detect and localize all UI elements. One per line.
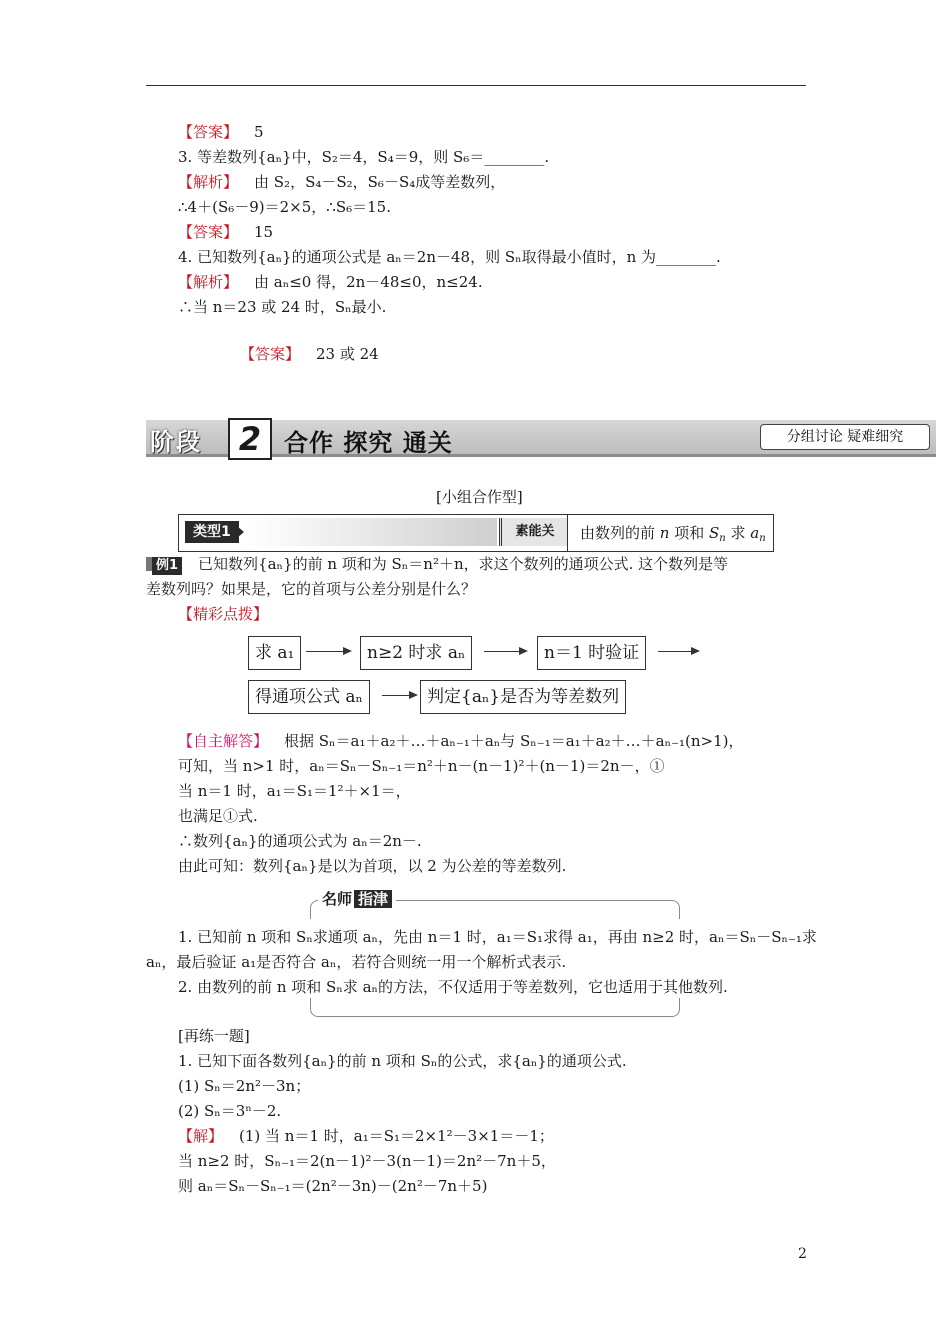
stage-number: 2: [228, 418, 272, 460]
answer-value: 23 或 24: [316, 345, 379, 363]
practice-part-1: (1) Sₙ＝2n²－3n；: [178, 1077, 311, 1095]
answer-tag: 【答案】: [178, 123, 239, 141]
analysis-tag: 【解析】: [178, 273, 239, 291]
analysis-continuation: ∴当 n＝23 或 24 时，Sₙ最小.: [178, 298, 387, 316]
flow-arrow-icon: [306, 646, 352, 656]
stage-title: 合作 探究 通关: [284, 429, 453, 457]
type-bar: [178, 514, 774, 552]
solution-line-1: 【自主解答】 根据 Sₙ＝a₁＋a₂＋…＋aₙ₋₁＋aₙ与 Sₙ₋₁＝a₁＋a₂＋…＋aₙ₋₁(n>1)，: [178, 732, 744, 750]
example-line-1: [146, 553, 728, 575]
answer-tag: 【答案】: [240, 345, 301, 363]
analysis-line: [178, 271, 483, 293]
section-label: [小组合作型]: [436, 488, 523, 506]
answer-value: 15: [254, 223, 274, 241]
solution-line-6: 由此可知：数列{aₙ}是以为首项，以 2 为公差的等差数列.: [178, 857, 567, 875]
tip-paragraph-2: 2. 由数列的前 n 项和 Sₙ求 aₙ的方法，不仅适用于等差数列，它也适用于其他数列.: [178, 978, 728, 996]
answer-line: [178, 221, 273, 243]
practice-solution-1: 【解】 (1) 当 n＝1 时，a₁＝S₁＝2×1²－3×1＝－1；: [178, 1127, 554, 1145]
ability-badge: 素能关: [499, 518, 568, 546]
practice-solution-2: 当 n≥2 时，Sₙ₋₁＝2(n－1)²－3(n－1)＝2n²－7n＋5，: [178, 1152, 556, 1170]
question-3: 3. 等差数列{aₙ}中，S₂＝4，S₄＝9，则 S₆＝________.: [178, 148, 550, 166]
tip-label: 名师 指津: [318, 888, 396, 910]
flow-box-2: n≥2 时求 aₙ: [360, 636, 472, 670]
solution-tag: 【自主解答】: [178, 732, 269, 750]
tip-paragraph-1-cont: aₙ，最后验证 a₁是否符合 aₙ，若符合则统一用一个解析式表示.: [146, 953, 567, 971]
flow-arrow-icon: [658, 646, 700, 656]
flow-box-5: 判定{aₙ}是否为等差数列: [420, 680, 626, 714]
practice-question: 1. 已知下面各数列{aₙ}的前 n 项和 Sₙ的公式，求{aₙ}的通项公式.: [178, 1052, 627, 1070]
question-4: 4. 已知数列{aₙ}的通项公式是 aₙ＝2n－48，则 Sₙ取得最小值时，n 为________.: [178, 248, 721, 266]
type-arrow-icon: [237, 526, 244, 538]
type-bar-fill: [247, 518, 497, 546]
example-line-2: 差数列吗？如果是，它的首项与公差分别是什么？: [146, 580, 477, 598]
answer-line: [240, 343, 379, 365]
solution-line-2: 可知，当 n>1 时，aₙ＝Sₙ－Sₙ₋₁＝n²＋n－(n－1)²＋(n－1)＝2n－，①: [178, 757, 665, 775]
practice-part-2: (2) Sₙ＝3ⁿ－2.: [178, 1102, 282, 1120]
answer-value: 5: [254, 123, 264, 141]
analysis-text: 由 aₙ≤0 得，2n－48≤0，n≤24.: [254, 273, 483, 291]
analysis-text: 由 S₂，S₄－S₂，S₆－S₄成等差数列，: [254, 173, 506, 191]
flow-box-4: 得通项公式 aₙ: [248, 680, 370, 714]
solution-line-5: ∴数列{aₙ}的通项公式为 aₙ＝2n－.: [178, 832, 422, 850]
type-description: 由数列的前 n 项和 $S_n$ 求 $a_n$: [567, 515, 773, 551]
tip-paragraph-1: 1. 已知前 n 项和 Sₙ求通项 aₙ，先由 n＝1 时，a₁＝S₁求得 a₁，再由 n≥2 时，aₙ＝Sₙ－Sₙ₋₁求: [178, 928, 817, 946]
stage-word: 阶段: [150, 428, 202, 456]
type-label: 类型1: [185, 521, 239, 543]
example-text: 已知数列{aₙ}的前 n 项和为 Sₙ＝n²＋n，求这个数列的通项公式. 这个数列是等: [198, 555, 729, 573]
practice-heading: [再练一题]: [178, 1027, 250, 1045]
answer-line: [178, 121, 264, 143]
answer-tag: 【答案】: [178, 223, 239, 241]
analysis-tag: 【解析】: [178, 173, 239, 191]
solution-line-4: 也满足①式.: [178, 807, 258, 825]
hint-tag: 【精彩点拨】: [178, 605, 269, 623]
flow-box-3: n＝1 时验证: [537, 636, 646, 670]
tip-bracket-bottom: [310, 998, 680, 1017]
stage-banner: [146, 418, 936, 458]
practice-solution-3: 则 aₙ＝Sₙ－Sₙ₋₁＝(2n²－3n)－(2n²－7n＋5): [178, 1177, 488, 1195]
page-number: 2: [798, 1246, 807, 1262]
analysis-continuation: ∴4＋(S₆－9)＝2×5，∴S₆＝15.: [178, 198, 391, 216]
flow-box-1: 求 a₁: [248, 636, 301, 670]
header-rule: [146, 85, 806, 86]
solution-tag: 【解】: [178, 1127, 224, 1145]
flow-arrow-icon: [382, 690, 418, 700]
solution-line-3: 当 n＝1 时，a₁＝S₁＝1²＋×1＝，: [178, 782, 411, 800]
flow-arrow-icon: [484, 646, 528, 656]
stage-subtitle: 分组讨论 疑难细究: [760, 424, 930, 450]
analysis-line: [178, 171, 505, 193]
example-tag: 例1: [152, 557, 182, 575]
